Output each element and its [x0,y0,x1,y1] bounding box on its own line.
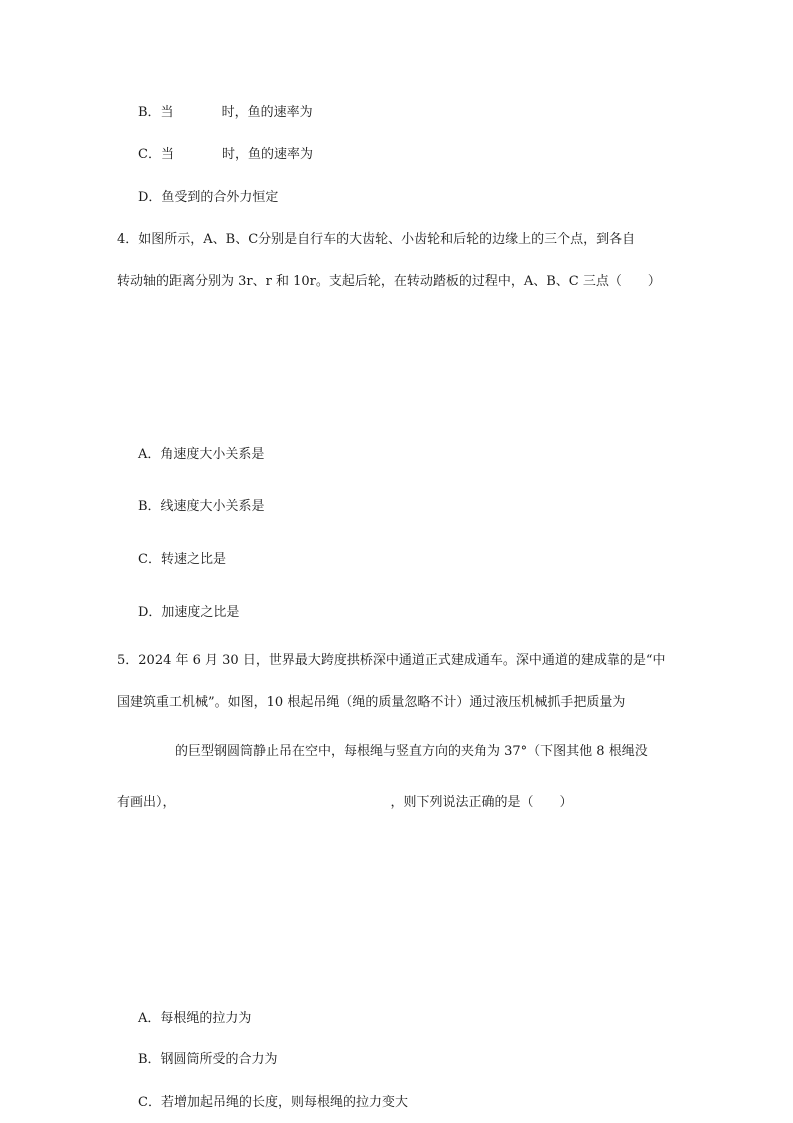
q5-option-b: B．钢圆筒所受的合力为 [138,1052,278,1067]
q4-stem-line-2: 转动轴的距离分别为 3r、r 和 10r。支起后轮，在转动踏板的过程中，A、B、C 三点（ ） [117,274,661,289]
q4-option-b: B．线速度大小关系是 [138,499,265,514]
q4-option-d: D．加速度之比是 [138,605,240,620]
q3-option-c-suffix: 时，鱼的速率为 [221,147,313,162]
q5-stem-line-3: 的巨型钢圆筒静止吊在空中，每根绳与竖直方向的夹角为 37°（下图其他 8 根绳没 [175,744,648,759]
q5-option-a: A．每根绳的拉力为 [138,1011,252,1026]
q5-stem-line-1: 5．2024 年 6 月 30 日，世界最大跨度拱桥深中通道正式建成通车。深中通道的建成靠的是“中 [117,653,666,668]
q3-option-b-suffix: 时，鱼的速率为 [221,105,313,120]
q3-option-c-prefix: C．当 [138,147,174,162]
q3-option-c [138,146,313,164]
q5-stem-line-2: 国建筑重工机械”。如图，10 根起吊绳（绳的质量忽略不计）通过液压机械抓手把质量为 [117,695,626,710]
q3-option-b [138,104,313,122]
q5-stem-line-4-suffix: ，则下列说法正确的是（ ） [390,795,573,810]
q4-option-a: A．角速度大小关系是 [138,447,265,462]
q5-stem-line-4 [117,794,573,812]
q3-option-d: D．鱼受到的合外力恒定 [138,190,279,205]
q4-stem-line-1: 4．如图所示，A、B、C分别是自行车的大齿轮、小齿轮和后轮的边缘上的三个点，到各自 [117,232,636,247]
q5-stem-line-4-prefix: 有画出）， [117,795,176,810]
q3-option-b-prefix: B．当 [138,105,174,120]
q5-option-c: C．若增加起吊绳的长度，则每根绳的拉力变大 [138,1095,408,1110]
q4-option-c: C．转速之比是 [138,552,226,567]
